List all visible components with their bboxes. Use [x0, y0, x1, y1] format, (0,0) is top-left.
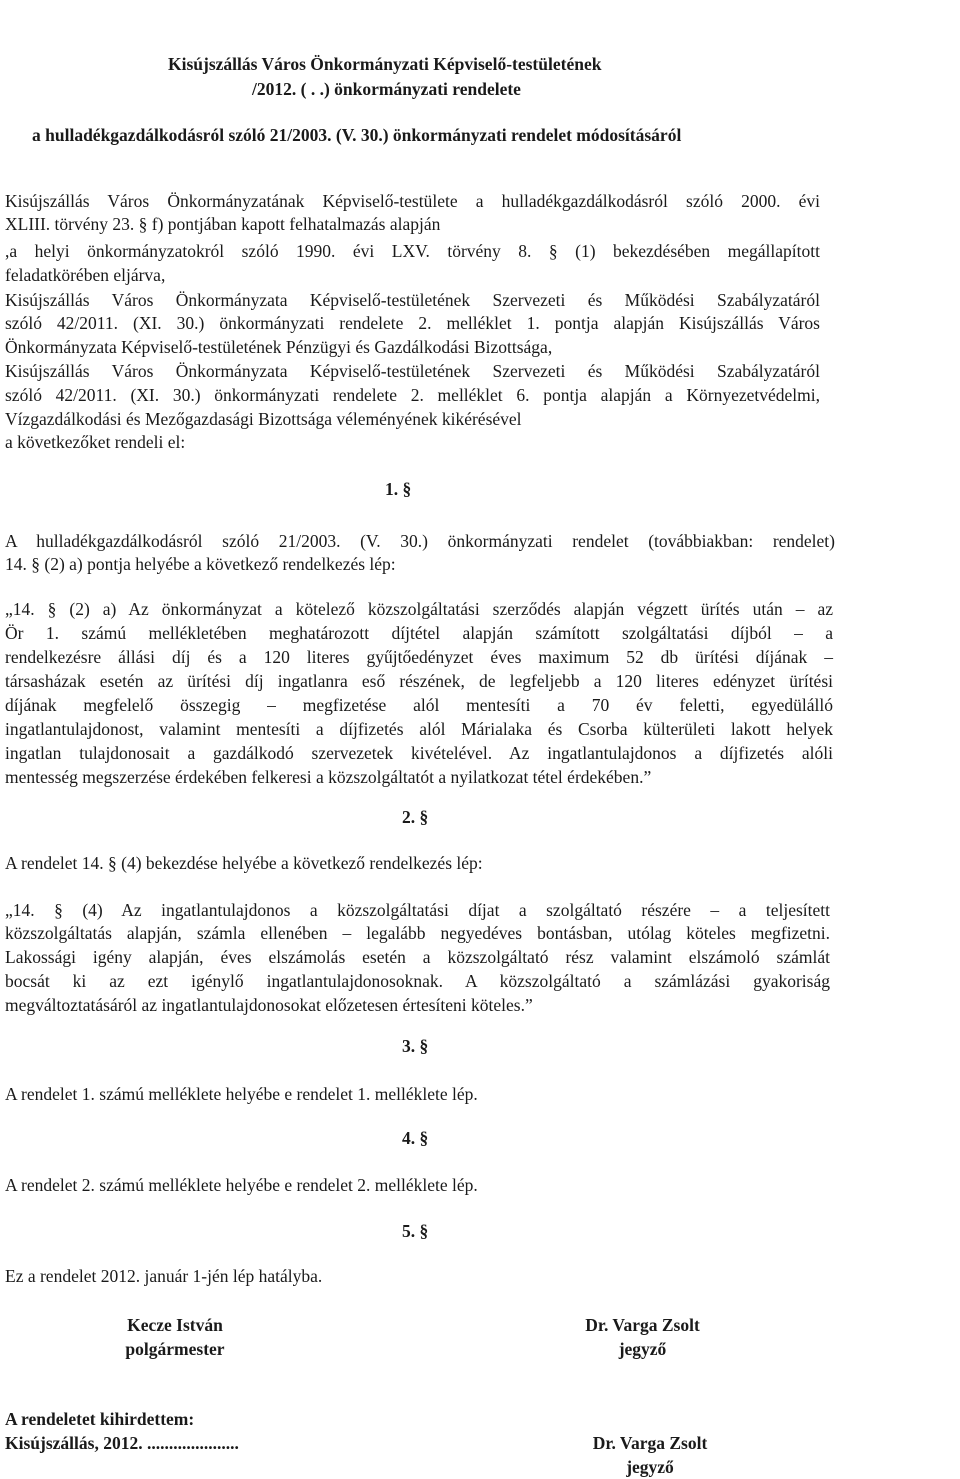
section-4-heading: 4. § [402, 1128, 429, 1148]
mayor-signature-block [100, 1313, 250, 1361]
preamble-line: Önkormányzata Képviselő-testületének Pénzügyi és Gazdálkodási Bizottsága, [5, 337, 553, 357]
section-2-intro: A rendelet 14. § (4) bekezdése helyébe a következő rendelkezés lép: [5, 853, 483, 873]
promulgation-label: A rendeletet kihirdettem: [5, 1409, 195, 1429]
section-5-text: Ez a rendelet 2012. január 1-jén lép hatályba. [5, 1266, 323, 1286]
section-3-text: A rendelet 1. számú melléklete helyébe e rendelet 1. melléklete lép. [5, 1084, 478, 1104]
preamble-line: feladatkörében eljárva, [5, 265, 166, 285]
preamble-line: XLIII. törvény 23. § f) pontjában kapott felhatalmazás alapján [5, 214, 441, 234]
notary-name: Dr. Varga Zsolt [585, 1315, 700, 1335]
section-2-heading: 2. § [402, 807, 429, 827]
preamble-line: szóló 42/2011. (XI. 30.) önkormányzati rendelete 2. melléklet 1. pontja alapján Kisújszállás Város [5, 313, 820, 333]
promulgation-block [5, 1407, 239, 1455]
preamble-line: a következőket rendeli el: [5, 432, 186, 452]
preamble-line: Kisújszállás Város Önkormányzata Képviselő-testületének Szervezeti és Működési Szabályzatáról [5, 361, 820, 381]
preamble-line: Kisújszállás Város Önkormányzatának Képviselő-testülete a hulladékgazdálkodásról szóló 2000. évi [5, 191, 820, 211]
promulgation-role: jegyző [626, 1457, 674, 1477]
section-5-heading: 5. § [402, 1221, 429, 1241]
paragraph-line: díjának megfelelő összegig – megfizetése alól mentesíti a 70 év feletti, egyedülálló [5, 695, 833, 715]
paragraph-line: ingatlantulajdonost, valamint mentesíti a díjfizetés alól Márialaka és Csorba külterületi lakott helyek [5, 719, 833, 739]
paragraph-line: rendelkezésre állási díj és a 120 literes gyűjtőedényzet éves maximum 52 db ürítési díjának – [5, 647, 833, 667]
section-1-heading: 1. § [385, 479, 412, 499]
notary-role: jegyző [618, 1339, 667, 1359]
paragraph-line: „14. § (4) Az ingatlantulajdonos a közszolgáltatási díjat a szolgáltató részére – a teljesített [5, 900, 830, 920]
paragraph-line: bocsát ki az ezt igénylő ingatlantulajdonosoknak. A közszolgáltató a számlázási gyakoriság [5, 971, 830, 991]
mayor-role: polgármester [125, 1339, 225, 1359]
promulgation-signature [570, 1431, 730, 1479]
preamble-line: Kisújszállás Város Önkormányzata Képviselő-testületének Szervezeti és Működési Szabályzatáról [5, 290, 820, 310]
notary-signature-block [560, 1313, 725, 1361]
paragraph-line: ingatlan tulajdonosait a gazdálkodó szervezetek kivételével. Az ingatlantulajdonos a díjfizetés alóli [5, 743, 833, 763]
paragraph-line: közszolgáltatás alapján, számla ellenében – legalább negyedéves bontásban, utólag köteles megfizetni. [5, 923, 830, 943]
preamble-line: szóló 42/2011. (XI. 30.) önkormányzati rendelete 2. melléklet 6. pontja alapján a Környezetvédelmi, [5, 385, 820, 405]
section-3-heading: 3. § [402, 1036, 429, 1056]
paragraph-line: „14. § (2) a) Az önkormányzat a kötelező közszolgáltatási szerződés alapján végzett ürítés után – az [5, 599, 833, 619]
promulgation-name: Dr. Varga Zsolt [592, 1433, 708, 1453]
paragraph-line: mentesség megszerzése érdekében felkeresi a közszolgáltatót a nyilatkozat tétel érdekében.” [5, 767, 652, 787]
title-line-2: /2012. ( . .) önkormányzati rendelete [252, 79, 521, 99]
promulgation-place-date: Kisújszállás, 2012. ..................... [5, 1433, 239, 1453]
paragraph-line: társasházak esetén az ürítési díj ingatlanra eső részének, de legfeljebb a 120 literes edényzet ürítési [5, 671, 833, 691]
section-1-intro: A hulladékgazdálkodásról szóló 21/2003. (V. 30.) önkormányzati rendelet (továbbiakban: rendelet) [5, 531, 835, 551]
mayor-name: Kecze István [127, 1315, 223, 1335]
preamble-line: Vízgazdálkodási és Mezőgazdasági Bizottsága véleményének kikérésével [5, 409, 522, 429]
section-4-text: A rendelet 2. számú melléklete helyébe e rendelet 2. melléklete lép. [5, 1175, 478, 1195]
title-line-1: Kisújszállás Város Önkormányzati Képviselő-testületének [168, 54, 602, 74]
preamble-line: ,a helyi önkormányzatokról szóló 1990. évi LXV. törvény 8. § (1) bekezdésében megállapított [5, 241, 820, 261]
section-1-intro: 14. § (2) a) pontja helyébe a következő rendelkezés lép: [5, 554, 396, 574]
paragraph-line: Lakossági igény alapján, éves elszámolás esetén a közszolgáltató rész valamint elszámoló számlát [5, 947, 830, 967]
paragraph-line: Ör 1. számú mellékletében meghatározott díjtétel alapján számított szolgáltatási díjból – a [5, 623, 833, 643]
paragraph-line: megváltoztatásáról az ingatlantulajdonosokat előzetesen értesíteni köteles.” [5, 995, 533, 1015]
subtitle: a hulladékgazdálkodásról szóló 21/2003. (V. 30.) önkormányzati rendelet módosításáról [32, 125, 682, 145]
